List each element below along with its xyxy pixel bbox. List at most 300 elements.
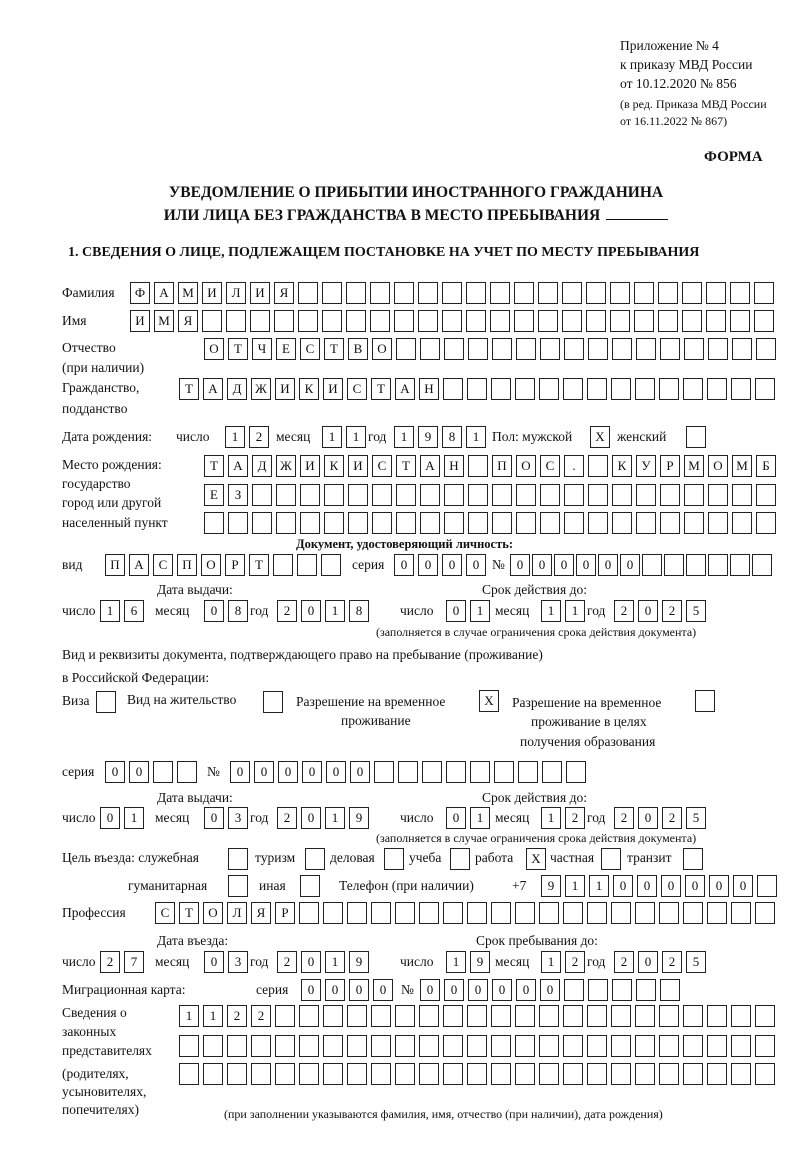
char-box[interactable] (348, 512, 368, 534)
char-box[interactable] (708, 512, 728, 534)
char-box[interactable]: 5 (686, 600, 706, 622)
char-box[interactable] (202, 310, 222, 332)
char-box[interactable] (419, 902, 439, 924)
char-box[interactable] (443, 1063, 463, 1085)
char-box[interactable] (635, 1005, 655, 1027)
char-box[interactable] (370, 282, 390, 304)
char-box[interactable] (228, 512, 248, 534)
char-box[interactable] (708, 338, 728, 360)
char-box[interactable] (682, 282, 702, 304)
char-box[interactable] (564, 338, 584, 360)
char-box[interactable]: 0 (638, 807, 658, 829)
char-box[interactable] (516, 484, 536, 506)
char-box[interactable]: 0 (709, 875, 729, 897)
char-box[interactable]: 1 (179, 1005, 199, 1027)
char-box[interactable]: 1 (541, 600, 561, 622)
char-box[interactable]: Ж (251, 378, 271, 400)
char-box[interactable]: 0 (554, 554, 574, 576)
char-box[interactable] (371, 902, 391, 924)
char-box[interactable] (610, 282, 630, 304)
char-box[interactable]: 2 (614, 807, 634, 829)
char-box[interactable]: В (348, 338, 368, 360)
char-box[interactable] (273, 554, 293, 576)
char-box[interactable]: 1 (325, 807, 345, 829)
char-box[interactable] (636, 979, 656, 1001)
char-box[interactable] (468, 484, 488, 506)
char-box[interactable]: 0 (326, 761, 346, 783)
char-box[interactable] (540, 338, 560, 360)
char-box[interactable]: 0 (598, 554, 618, 576)
char-box[interactable] (542, 761, 562, 783)
char-box[interactable] (732, 512, 752, 534)
char-box[interactable]: Ч (252, 338, 272, 360)
char-box[interactable]: С (347, 378, 367, 400)
char-box[interactable]: Т (249, 554, 269, 576)
char-box[interactable]: 0 (638, 951, 658, 973)
char-box[interactable] (394, 310, 414, 332)
char-box[interactable] (695, 690, 715, 712)
char-box[interactable]: 0 (510, 554, 530, 576)
char-box[interactable] (276, 484, 296, 506)
char-box[interactable]: Л (226, 282, 246, 304)
char-box[interactable]: А (203, 378, 223, 400)
char-box[interactable] (398, 761, 418, 783)
char-box[interactable] (755, 1035, 775, 1057)
char-box[interactable] (396, 512, 416, 534)
char-box[interactable]: 5 (686, 951, 706, 973)
char-box[interactable]: 0 (302, 761, 322, 783)
char-box[interactable] (396, 484, 416, 506)
char-box[interactable] (252, 484, 272, 506)
char-box[interactable] (228, 875, 248, 897)
char-box[interactable]: 1 (124, 807, 144, 829)
char-box[interactable] (683, 378, 703, 400)
char-box[interactable] (420, 512, 440, 534)
char-box[interactable]: 9 (541, 875, 561, 897)
char-box[interactable] (707, 1035, 727, 1057)
char-box[interactable] (540, 484, 560, 506)
char-box[interactable] (658, 310, 678, 332)
char-box[interactable]: Н (419, 378, 439, 400)
char-box[interactable] (755, 1005, 775, 1027)
char-box[interactable] (492, 484, 512, 506)
char-box[interactable] (324, 512, 344, 534)
char-box[interactable]: О (516, 455, 536, 477)
char-box[interactable]: . (564, 455, 584, 477)
char-box[interactable] (664, 554, 684, 576)
char-box[interactable] (706, 310, 726, 332)
char-box[interactable] (96, 691, 116, 713)
char-box[interactable] (251, 1035, 271, 1057)
char-box[interactable] (586, 310, 606, 332)
char-box[interactable]: А (228, 455, 248, 477)
char-box[interactable] (491, 902, 511, 924)
char-box[interactable] (731, 1005, 751, 1027)
char-box[interactable] (515, 1063, 535, 1085)
char-box[interactable] (611, 1063, 631, 1085)
char-box[interactable] (564, 979, 584, 1001)
char-box[interactable] (347, 902, 367, 924)
char-box[interactable]: 2 (277, 600, 297, 622)
char-box[interactable]: 0 (204, 600, 224, 622)
char-box[interactable] (346, 310, 366, 332)
char-box[interactable]: Я (178, 310, 198, 332)
char-box[interactable]: 0 (394, 554, 414, 576)
char-box[interactable]: 9 (418, 426, 438, 448)
char-box[interactable] (730, 310, 750, 332)
char-box[interactable] (442, 282, 462, 304)
char-box[interactable] (227, 1063, 247, 1085)
char-box[interactable] (275, 1063, 295, 1085)
char-box[interactable]: 2 (277, 807, 297, 829)
char-box[interactable]: 0 (532, 554, 552, 576)
char-box[interactable]: 0 (446, 600, 466, 622)
char-box[interactable] (347, 1063, 367, 1085)
char-box[interactable] (636, 338, 656, 360)
char-box[interactable]: 0 (301, 600, 321, 622)
char-box[interactable] (298, 282, 318, 304)
char-box[interactable] (563, 902, 583, 924)
char-box[interactable]: 0 (637, 875, 657, 897)
char-box[interactable] (516, 512, 536, 534)
char-box[interactable]: Д (227, 378, 247, 400)
char-box[interactable]: 0 (301, 951, 321, 973)
char-box[interactable] (515, 1005, 535, 1027)
char-box[interactable] (274, 310, 294, 332)
char-box[interactable] (518, 761, 538, 783)
char-box[interactable]: К (299, 378, 319, 400)
char-box[interactable]: С (300, 338, 320, 360)
char-box[interactable] (683, 1035, 703, 1057)
char-box[interactable]: С (540, 455, 560, 477)
char-box[interactable] (347, 1035, 367, 1057)
char-box[interactable] (563, 378, 583, 400)
char-box[interactable] (755, 378, 775, 400)
place-blank-line[interactable] (606, 207, 668, 220)
char-box[interactable] (683, 902, 703, 924)
char-box[interactable] (263, 691, 283, 713)
char-box[interactable] (394, 282, 414, 304)
char-box[interactable]: Т (179, 378, 199, 400)
char-box[interactable] (466, 310, 486, 332)
char-box[interactable] (374, 761, 394, 783)
char-box[interactable] (684, 512, 704, 534)
char-box[interactable] (756, 338, 776, 360)
char-box[interactable]: Е (276, 338, 296, 360)
char-box[interactable] (467, 1063, 487, 1085)
char-box[interactable] (707, 902, 727, 924)
char-box[interactable] (660, 512, 680, 534)
char-box[interactable]: 8 (442, 426, 462, 448)
char-box[interactable] (686, 426, 706, 448)
char-box[interactable] (419, 1005, 439, 1027)
char-box[interactable] (468, 338, 488, 360)
char-box[interactable] (586, 282, 606, 304)
char-box[interactable] (658, 282, 678, 304)
char-box[interactable] (659, 1005, 679, 1027)
char-box[interactable] (588, 338, 608, 360)
char-box[interactable]: 0 (661, 875, 681, 897)
char-box[interactable] (683, 1005, 703, 1027)
char-box[interactable] (539, 1063, 559, 1085)
char-box[interactable] (491, 1005, 511, 1027)
char-box[interactable]: О (372, 338, 392, 360)
char-box[interactable]: 2 (565, 807, 585, 829)
char-box[interactable] (588, 455, 608, 477)
char-box[interactable]: 0 (350, 761, 370, 783)
char-box[interactable] (514, 310, 534, 332)
char-box[interactable] (757, 875, 777, 897)
char-box[interactable]: М (684, 455, 704, 477)
char-box[interactable]: 1 (322, 426, 342, 448)
char-box[interactable] (756, 484, 776, 506)
char-box[interactable]: О (203, 902, 223, 924)
char-box[interactable]: 2 (614, 600, 634, 622)
char-box[interactable] (683, 848, 703, 870)
char-box[interactable] (562, 282, 582, 304)
char-box[interactable] (730, 554, 750, 576)
char-box[interactable] (299, 1005, 319, 1027)
char-box[interactable] (467, 1005, 487, 1027)
char-box[interactable] (323, 1005, 343, 1027)
char-box[interactable] (466, 282, 486, 304)
char-box[interactable]: Д (252, 455, 272, 477)
char-box[interactable] (636, 484, 656, 506)
char-box[interactable] (420, 338, 440, 360)
char-box[interactable]: X (526, 848, 546, 870)
char-box[interactable] (177, 761, 197, 783)
char-box[interactable]: 0 (204, 951, 224, 973)
char-box[interactable]: 1 (470, 807, 490, 829)
char-box[interactable]: 0 (444, 979, 464, 1001)
char-box[interactable] (370, 310, 390, 332)
char-box[interactable] (418, 282, 438, 304)
char-box[interactable] (660, 338, 680, 360)
char-box[interactable] (587, 902, 607, 924)
char-box[interactable] (384, 848, 404, 870)
char-box[interactable] (754, 282, 774, 304)
char-box[interactable] (346, 282, 366, 304)
char-box[interactable] (634, 282, 654, 304)
char-box[interactable]: 0 (349, 979, 369, 1001)
char-box[interactable] (275, 1035, 295, 1057)
char-box[interactable]: У (636, 455, 656, 477)
char-box[interactable]: З (228, 484, 248, 506)
char-box[interactable]: 3 (228, 951, 248, 973)
char-box[interactable] (634, 310, 654, 332)
char-box[interactable]: Т (324, 338, 344, 360)
char-box[interactable] (299, 1063, 319, 1085)
char-box[interactable]: 0 (576, 554, 596, 576)
char-box[interactable] (612, 512, 632, 534)
char-box[interactable] (708, 484, 728, 506)
char-box[interactable] (371, 1005, 391, 1027)
char-box[interactable]: 0 (620, 554, 640, 576)
char-box[interactable] (564, 484, 584, 506)
char-box[interactable] (305, 848, 325, 870)
char-box[interactable] (468, 512, 488, 534)
char-box[interactable] (299, 902, 319, 924)
char-box[interactable] (322, 310, 342, 332)
char-box[interactable] (444, 512, 464, 534)
char-box[interactable] (611, 1005, 631, 1027)
char-box[interactable]: Я (274, 282, 294, 304)
char-box[interactable]: 0 (613, 875, 633, 897)
char-box[interactable]: Р (275, 902, 295, 924)
char-box[interactable] (443, 378, 463, 400)
char-box[interactable] (298, 310, 318, 332)
char-box[interactable] (588, 512, 608, 534)
char-box[interactable] (470, 761, 490, 783)
char-box[interactable]: 1 (325, 951, 345, 973)
char-box[interactable]: Ф (130, 282, 150, 304)
char-box[interactable] (468, 455, 488, 477)
char-box[interactable] (601, 848, 621, 870)
char-box[interactable] (635, 902, 655, 924)
char-box[interactable] (611, 1035, 631, 1057)
char-box[interactable]: 1 (589, 875, 609, 897)
char-box[interactable] (707, 1005, 727, 1027)
char-box[interactable] (538, 282, 558, 304)
char-box[interactable]: 2 (614, 951, 634, 973)
char-box[interactable] (612, 338, 632, 360)
char-box[interactable] (754, 310, 774, 332)
char-box[interactable] (635, 378, 655, 400)
char-box[interactable]: Т (396, 455, 416, 477)
char-box[interactable] (446, 761, 466, 783)
char-box[interactable] (276, 512, 296, 534)
char-box[interactable] (515, 1035, 535, 1057)
char-box[interactable]: К (612, 455, 632, 477)
char-box[interactable] (659, 1035, 679, 1057)
char-box[interactable]: М (154, 310, 174, 332)
char-box[interactable] (563, 1063, 583, 1085)
char-box[interactable]: 0 (638, 600, 658, 622)
char-box[interactable]: 9 (349, 807, 369, 829)
char-box[interactable]: Я (251, 902, 271, 924)
char-box[interactable] (467, 902, 487, 924)
char-box[interactable]: 1 (203, 1005, 223, 1027)
char-box[interactable] (444, 484, 464, 506)
char-box[interactable]: Б (756, 455, 776, 477)
char-box[interactable] (539, 902, 559, 924)
char-box[interactable] (659, 1063, 679, 1085)
char-box[interactable] (371, 1063, 391, 1085)
char-box[interactable]: 0 (230, 761, 250, 783)
char-box[interactable] (587, 1035, 607, 1057)
char-box[interactable] (588, 484, 608, 506)
char-box[interactable] (538, 310, 558, 332)
char-box[interactable]: 1 (466, 426, 486, 448)
char-box[interactable]: С (153, 554, 173, 576)
char-box[interactable] (682, 310, 702, 332)
char-box[interactable] (684, 484, 704, 506)
char-box[interactable] (396, 338, 416, 360)
char-box[interactable]: И (323, 378, 343, 400)
char-box[interactable] (611, 378, 631, 400)
char-box[interactable]: 1 (346, 426, 366, 448)
char-box[interactable] (731, 1063, 751, 1085)
char-box[interactable]: 9 (470, 951, 490, 973)
char-box[interactable] (588, 979, 608, 1001)
char-box[interactable] (467, 1035, 487, 1057)
char-box[interactable] (444, 338, 464, 360)
char-box[interactable]: 5 (686, 807, 706, 829)
char-box[interactable] (297, 554, 317, 576)
char-box[interactable]: И (250, 282, 270, 304)
char-box[interactable] (642, 554, 662, 576)
char-box[interactable] (587, 378, 607, 400)
char-box[interactable]: О (204, 338, 224, 360)
char-box[interactable] (612, 484, 632, 506)
char-box[interactable] (562, 310, 582, 332)
char-box[interactable] (659, 378, 679, 400)
char-box[interactable]: 0 (204, 807, 224, 829)
char-box[interactable] (659, 902, 679, 924)
char-box[interactable]: 0 (100, 807, 120, 829)
char-box[interactable]: 2 (251, 1005, 271, 1027)
char-box[interactable] (587, 1063, 607, 1085)
char-box[interactable] (755, 902, 775, 924)
char-box[interactable] (515, 378, 535, 400)
char-box[interactable]: 8 (228, 600, 248, 622)
char-box[interactable] (348, 484, 368, 506)
char-box[interactable] (422, 761, 442, 783)
char-box[interactable] (372, 512, 392, 534)
char-box[interactable] (179, 1035, 199, 1057)
char-box[interactable] (490, 282, 510, 304)
char-box[interactable] (418, 310, 438, 332)
char-box[interactable]: 0 (516, 979, 536, 1001)
char-box[interactable]: С (372, 455, 392, 477)
char-box[interactable] (731, 902, 751, 924)
char-box[interactable] (252, 512, 272, 534)
char-box[interactable]: 8 (349, 600, 369, 622)
char-box[interactable] (323, 902, 343, 924)
char-box[interactable] (321, 554, 341, 576)
char-box[interactable] (490, 310, 510, 332)
char-box[interactable] (563, 1005, 583, 1027)
char-box[interactable]: П (492, 455, 512, 477)
char-box[interactable] (730, 282, 750, 304)
char-box[interactable] (443, 1005, 463, 1027)
char-box[interactable]: Л (227, 902, 247, 924)
char-box[interactable]: 0 (442, 554, 462, 576)
char-box[interactable] (250, 310, 270, 332)
char-box[interactable] (419, 1035, 439, 1057)
char-box[interactable] (611, 902, 631, 924)
char-box[interactable]: 1 (394, 426, 414, 448)
char-box[interactable] (566, 761, 586, 783)
char-box[interactable]: 2 (662, 951, 682, 973)
char-box[interactable]: 0 (492, 979, 512, 1001)
char-box[interactable] (492, 512, 512, 534)
char-box[interactable]: 1 (541, 951, 561, 973)
char-box[interactable]: 1 (446, 951, 466, 973)
char-box[interactable] (450, 848, 470, 870)
char-box[interactable]: 1 (541, 807, 561, 829)
char-box[interactable] (612, 979, 632, 1001)
char-box[interactable] (395, 1035, 415, 1057)
char-box[interactable] (227, 1035, 247, 1057)
char-box[interactable]: 2 (662, 600, 682, 622)
char-box[interactable]: А (395, 378, 415, 400)
char-box[interactable] (395, 1063, 415, 1085)
char-box[interactable]: Т (371, 378, 391, 400)
char-box[interactable]: И (275, 378, 295, 400)
char-box[interactable]: 1 (225, 426, 245, 448)
char-box[interactable]: 0 (418, 554, 438, 576)
